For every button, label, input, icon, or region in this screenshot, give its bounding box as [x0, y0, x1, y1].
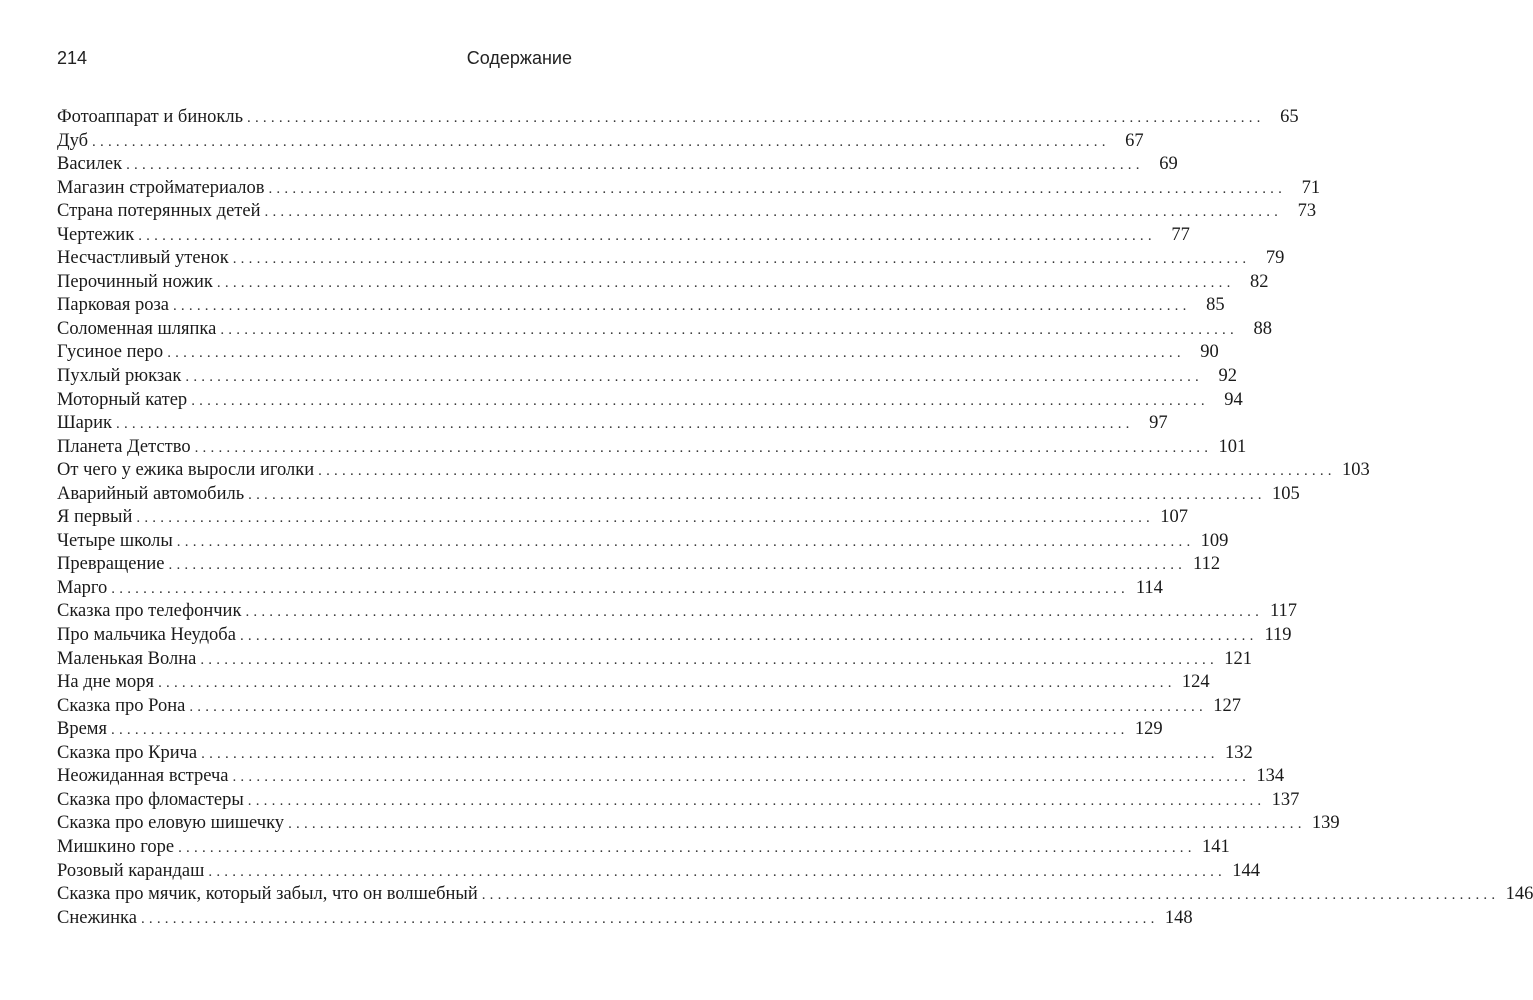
- toc-entry-page: 88: [1253, 318, 1272, 339]
- toc-entry: [57, 648, 1252, 672]
- toc-entry-title: Неожиданная встреча: [57, 766, 229, 787]
- toc-entry: [57, 436, 1247, 460]
- toc-entry-title: Розовый карандаш: [57, 860, 205, 881]
- toc-entry-page: 77: [1171, 224, 1190, 245]
- toc-entry: [57, 883, 1533, 907]
- toc-entry-page: 141: [1201, 836, 1230, 857]
- toc-entry-page: 82: [1250, 271, 1269, 292]
- toc-entry: [57, 506, 1189, 530]
- toc-entry-page: 137: [1271, 789, 1300, 810]
- toc-leader-dots: ................................................................................................................................: [140, 910, 1159, 927]
- toc-leader-dots: ................................................................................................................................: [245, 604, 1264, 621]
- toc-entry: [57, 600, 1298, 624]
- toc-entry-page: 67: [1125, 130, 1144, 151]
- toc-leader-dots: ................................................................................................................................: [176, 533, 1195, 550]
- toc-entry-title: Маленькая Волна: [57, 648, 197, 669]
- toc-entry-page: 73: [1297, 201, 1317, 222]
- toc-entry-title: Магазин стройматериалов: [57, 177, 265, 198]
- toc-leader-dots: ................................................................................................................................: [247, 110, 1265, 126]
- toc-entry: [57, 577, 1163, 601]
- toc-leader-dots: ................................................................................................................................: [111, 722, 1129, 739]
- toc-leader-dots: ................................................................................................................................: [481, 887, 1500, 904]
- toc-leader-dots: ................................................................................................................................: [264, 204, 1283, 221]
- toc-entry: [57, 671, 1210, 695]
- toc-entry-title: Соломенная шляпка: [57, 318, 217, 339]
- toc-entry-title: Сказка про Крича: [57, 742, 198, 763]
- toc-entry-page: 79: [1265, 248, 1285, 269]
- toc-entry-title: Перочинный ножик: [57, 271, 213, 292]
- toc-entry-title: Снежинка: [57, 907, 137, 928]
- toc-leader-dots: ................................................................................................................................: [116, 416, 1134, 433]
- toc-leader-dots: ................................................................................................................................: [318, 463, 1336, 480]
- toc-leader-dots: ................................................................................................................................: [185, 369, 1203, 386]
- toc-leader-dots: ................................................................................................................................: [138, 227, 1156, 244]
- toc-entry-title: Планета Детство: [57, 436, 191, 457]
- toc-entry: [57, 177, 1321, 201]
- toc-entry-page: 92: [1218, 366, 1237, 387]
- toc-entry-title: Четыре школы: [57, 530, 173, 551]
- toc-entry-title: Моторный катер: [57, 389, 188, 410]
- toc-entry-title: Пухлый рюкзак: [57, 366, 182, 387]
- toc-entry: [57, 789, 1300, 813]
- toc-entry-page: 103: [1342, 460, 1370, 481]
- toc-entry: [57, 765, 1285, 789]
- toc-entry-title: Чертежик: [57, 224, 135, 245]
- toc-leader-dots: ................................................................................................................................: [168, 557, 1187, 574]
- toc-entry-title: Я первый: [57, 507, 133, 528]
- toc-entry-page: 129: [1134, 719, 1163, 740]
- table-of-contents: [57, 106, 1533, 930]
- toc-entry: [57, 247, 1285, 271]
- toc-entry-page: 107: [1160, 507, 1189, 528]
- toc-entry-page: 97: [1149, 413, 1168, 434]
- toc-entry: [57, 365, 1237, 389]
- toc-entry-page: 65: [1280, 107, 1299, 127]
- toc-entry-title: Василек: [57, 154, 123, 175]
- toc-entry: [57, 860, 1260, 884]
- toc-leader-dots: ................................................................................................................................: [248, 486, 1266, 503]
- toc-entry: [57, 836, 1230, 860]
- toc-entry-page: 112: [1193, 554, 1221, 575]
- toc-leader-dots: ................................................................................................................................: [178, 839, 1196, 856]
- toc-entry: [57, 341, 1219, 365]
- toc-entry: [57, 718, 1163, 742]
- toc-entry: [57, 812, 1340, 836]
- toc-entry-title: Марго: [57, 577, 108, 598]
- toc-entry-page: 148: [1164, 907, 1193, 928]
- toc-entry-title: Мишкино горе: [57, 836, 175, 857]
- toc-leader-dots: ................................................................................................................................: [208, 863, 1226, 880]
- toc-leader-dots: ................................................................................................................................: [220, 321, 1238, 338]
- toc-entry-page: 105: [1272, 483, 1300, 504]
- toc-leader-dots: ................................................................................................................................: [247, 792, 1266, 809]
- toc-entry: [57, 624, 1292, 648]
- toc-entry: [57, 530, 1229, 554]
- toc-entry-title: Аварийный автомобиль: [57, 483, 245, 504]
- toc-entry-page: 127: [1213, 695, 1241, 716]
- toc-leader-dots: ................................................................................................................................: [126, 157, 1144, 174]
- toc-entry: [57, 153, 1178, 177]
- toc-leader-dots: ................................................................................................................................: [191, 392, 1209, 409]
- toc-entry: [57, 130, 1144, 154]
- toc-entry: [57, 907, 1193, 931]
- toc-entry-title: Гусиное перо: [57, 342, 164, 363]
- toc-entry: [57, 459, 1370, 483]
- toc-leader-dots: ................................................................................................................................: [167, 345, 1185, 362]
- toc-entry-page: 134: [1256, 766, 1285, 787]
- toc-leader-dots: ................................................................................................................................: [268, 180, 1287, 197]
- toc-entry: [57, 695, 1241, 719]
- toc-entry-page: 132: [1225, 742, 1253, 763]
- toc-entry-page: 90: [1200, 342, 1219, 363]
- toc-entry: [57, 224, 1190, 248]
- toc-entry-page: 119: [1264, 625, 1292, 646]
- toc-leader-dots: ................................................................................................................................: [288, 816, 1306, 833]
- toc-entry-title: Парковая роза: [57, 295, 169, 316]
- toc-leader-dots: ................................................................................................................................: [92, 133, 1110, 150]
- toc-leader-dots: ................................................................................................................................: [216, 274, 1235, 291]
- toc-entry-title: Дуб: [57, 130, 89, 151]
- toc-entry-title: На дне моря: [57, 672, 155, 693]
- toc-leader-dots: ................................................................................................................................: [232, 769, 1251, 786]
- page-header: [57, 48, 572, 72]
- toc-entry-page: 139: [1311, 813, 1340, 834]
- toc-entry: [57, 742, 1253, 766]
- toc-entry-page: 114: [1135, 577, 1163, 598]
- toc-entry-page: 144: [1232, 860, 1260, 881]
- toc-entry-page: 101: [1218, 436, 1247, 457]
- section-title: Содержание: [466, 48, 572, 68]
- toc-entry-title: Фотоаппарат и бинокль: [57, 107, 244, 127]
- toc-entry-title: Страна потерянных детей: [57, 201, 261, 222]
- toc-entry: [57, 412, 1168, 436]
- toc-entry-title: Про мальчика Неудоба: [57, 625, 236, 646]
- toc-entry: [57, 318, 1272, 342]
- toc-entry: [57, 200, 1317, 224]
- toc-entry: [57, 553, 1221, 577]
- toc-entry-page: 85: [1206, 295, 1225, 316]
- toc-leader-dots: ................................................................................................................................: [111, 580, 1129, 597]
- toc-entry-page: 124: [1181, 672, 1210, 693]
- toc-leader-dots: ................................................................................................................................: [232, 251, 1251, 268]
- toc-leader-dots: ................................................................................................................................: [189, 698, 1207, 715]
- toc-entry-page: 94: [1224, 389, 1243, 410]
- toc-entry-title: Несчастливый утенок: [57, 248, 229, 269]
- toc-entry-title: Сказка про фломастеры: [57, 789, 244, 810]
- toc-entry-title: Сказка про телефончик: [57, 601, 242, 622]
- toc-entry-title: Шарик: [57, 413, 113, 434]
- toc-entry: [57, 389, 1243, 413]
- toc-entry: [57, 294, 1225, 318]
- toc-entry: [57, 106, 1299, 130]
- toc-entry-title: От чего у ежика выросли иголки: [57, 460, 315, 481]
- toc-leader-dots: ................................................................................................................................: [239, 628, 1258, 645]
- toc-entry-page: 69: [1159, 154, 1178, 175]
- toc-entry-page: 109: [1200, 530, 1229, 551]
- toc-leader-dots: ................................................................................................................................: [201, 745, 1219, 762]
- toc-leader-dots: ................................................................................................................................: [200, 651, 1218, 668]
- toc-entry-title: Сказка про Рона: [57, 695, 186, 716]
- toc-entry: [57, 271, 1269, 295]
- page-number: 214: [57, 48, 88, 68]
- toc-entry-title: Сказка про еловую шишечку: [57, 813, 285, 834]
- toc-entry-title: Превращение: [57, 554, 165, 575]
- toc-entry-page: 146: [1505, 884, 1533, 905]
- toc-entry: [57, 483, 1300, 507]
- toc-entry-title: Время: [57, 719, 108, 740]
- toc-entry-page: 71: [1301, 177, 1321, 198]
- toc-leader-dots: ................................................................................................................................: [172, 298, 1191, 315]
- toc-leader-dots: ................................................................................................................................: [194, 439, 1213, 456]
- toc-entry-title: Сказка про мячик, который забыл, что он волшебный: [57, 884, 478, 905]
- toc-entry-page: 121: [1224, 648, 1252, 669]
- toc-leader-dots: ................................................................................................................................: [136, 510, 1155, 527]
- toc-entry-page: 117: [1269, 601, 1298, 622]
- toc-leader-dots: ................................................................................................................................: [158, 675, 1176, 692]
